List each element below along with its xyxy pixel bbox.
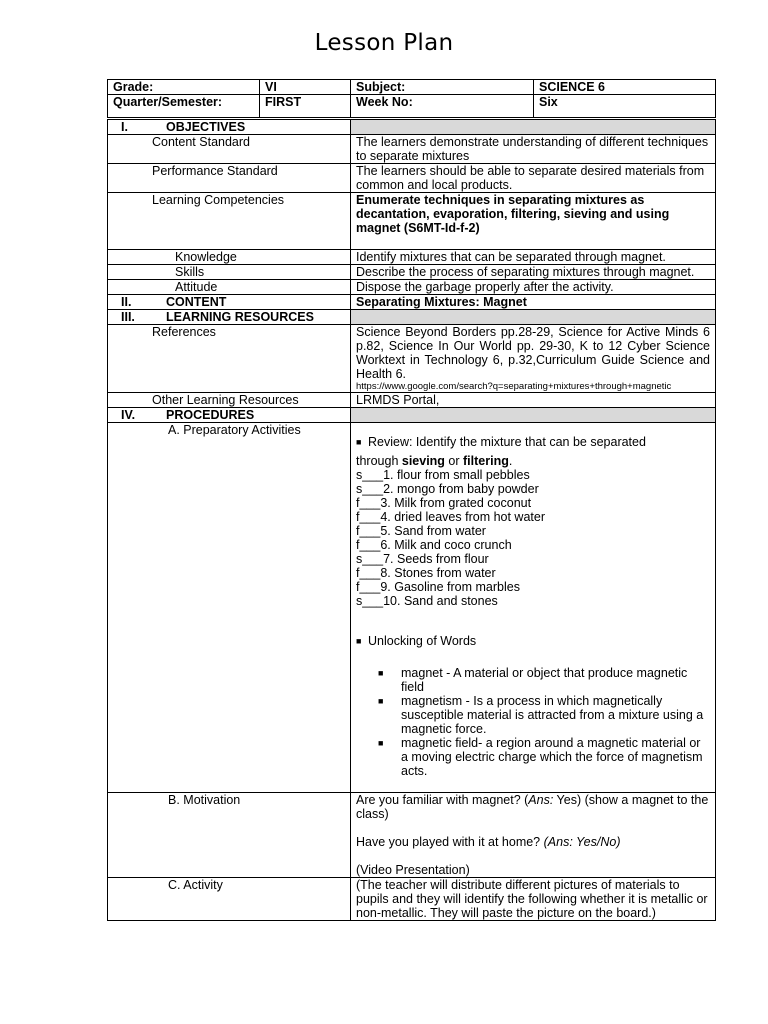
- list-item: f___8. Stones from water: [356, 566, 496, 580]
- content-standard-row: [108, 135, 716, 164]
- competencies-row: [108, 193, 716, 250]
- list-item: s___7. Seeds from flour: [356, 552, 489, 566]
- content-standard-label: Content Standard: [108, 135, 351, 164]
- list-item: ■ magnetic field- a region around a magnetic material or a moving electric charge which the force of magnetism acts.: [378, 736, 703, 778]
- lesson-plan-table: [107, 79, 716, 921]
- bullet-square-icon: ■: [356, 437, 362, 447]
- grade-row: [108, 80, 716, 95]
- preparatory-label: A. Preparatory Activities: [108, 423, 351, 793]
- performance-standard-label: Performance Standard: [108, 164, 351, 193]
- competencies-text: Enumerate techniques in separating mixtures as decantation, evaporation, filtering, sieving and using magnet (S6MT-Id-f-2): [351, 193, 716, 250]
- quarter-row: [108, 95, 716, 118]
- bullet-square-icon: ■: [378, 696, 384, 706]
- references-row: [108, 325, 716, 393]
- knowledge-label: Knowledge: [108, 250, 351, 265]
- content-text: Separating Mixtures: Magnet: [351, 295, 716, 310]
- competencies-label: Learning Competencies: [108, 193, 351, 250]
- skills-row: [108, 265, 716, 280]
- list-item: f___4. dried leaves from hot water: [356, 510, 545, 524]
- objectives-heading: I. OBJECTIVES: [108, 120, 351, 135]
- list-item: f___3. Milk from grated coconut: [356, 496, 532, 510]
- activity-row: [108, 878, 716, 921]
- procedures-heading: IV. PROCEDURES: [108, 408, 351, 423]
- other-resources-text: LRMDS Portal,: [351, 393, 716, 408]
- bullet-square-icon: ■: [378, 738, 384, 748]
- other-resources-label: Other Learning Resources: [108, 393, 351, 408]
- list-item: f___9. Gasoline from marbles: [356, 580, 520, 594]
- review-instruction: through sieving or filtering.: [356, 454, 513, 468]
- procedures-row: [108, 408, 716, 423]
- review-intro: ■ Review: Identify the mixture that can be separated: [356, 435, 646, 449]
- performance-standard-text: The learners should be able to separate desired materials from common and local products.: [351, 164, 716, 193]
- references-label: References: [108, 325, 351, 393]
- list-item: f___6. Milk and coco crunch: [356, 538, 512, 552]
- bullet-square-icon: ■: [378, 668, 384, 678]
- skills-label: Skills: [108, 265, 351, 280]
- list-item: ■ magnet - A material or object that produce magnetic field: [378, 666, 688, 694]
- activity-text: (The teacher will distribute different pictures of materials to pupils and they will identify the following whether it is metallic or non-metallic. They will paste the picture on the board.): [351, 878, 716, 921]
- knowledge-text: Identify mixtures that can be separated through magnet.: [351, 250, 716, 265]
- references-text: Science Beyond Borders pp.28-29, Science for Active Minds 6 p.82, Science In Our World pp. 29-30, K to 12 Cyber Science Worktext in Technology 6, p.32,Curriculum Guide Science and Health 6.: [356, 325, 710, 381]
- review-list: [356, 468, 710, 608]
- other-resources-row: [108, 393, 716, 408]
- content-standard-text: The learners demonstrate understanding of different techniques to separate mixtures: [351, 135, 716, 164]
- motivation-q1: Are you familiar with magnet? (Ans: Yes) (show a magnet to the class): [356, 793, 709, 821]
- resources-row: [108, 310, 716, 325]
- resources-heading: III. LEARNING RESOURCES: [108, 310, 351, 325]
- objectives-row: [108, 120, 716, 135]
- content-row: [108, 295, 716, 310]
- activity-label: C. Activity: [108, 878, 351, 921]
- unlocking-heading: ■ Unlocking of Words: [356, 634, 477, 648]
- vocab-list: [356, 666, 710, 778]
- references-url: https://www.google.com/search?q=separating+mixtures+through+magnetic: [356, 381, 672, 392]
- motivation-label: B. Motivation: [108, 793, 351, 878]
- attitude-label: Attitude: [108, 280, 351, 295]
- list-item: ■ magnetism - Is a process in which magnetically susceptible material is attracted from a mixture using a magnetic force.: [378, 694, 704, 736]
- skills-text: Describe the process of separating mixtures through magnet.: [351, 265, 716, 280]
- references-cell: [351, 325, 716, 393]
- quarter-value: FIRST: [260, 95, 351, 118]
- list-item: s___2. mongo from baby powder: [356, 482, 539, 496]
- knowledge-row: [108, 250, 716, 265]
- list-item: s___10. Sand and stones: [356, 594, 498, 608]
- page-title: Lesson Plan: [314, 30, 454, 56]
- week-value: Six: [534, 95, 716, 118]
- subject-label: Subject:: [351, 80, 534, 95]
- grade-value: VI: [260, 80, 351, 95]
- attitude-text: Dispose the garbage properly after the activity.: [351, 280, 716, 295]
- grade-label: Grade:: [108, 80, 260, 95]
- subject-value: SCIENCE 6: [534, 80, 716, 95]
- preparatory-cell: [351, 423, 716, 793]
- attitude-row: [108, 280, 716, 295]
- motivation-cell: [351, 793, 716, 878]
- bullet-square-icon: ■: [356, 636, 362, 646]
- motivation-row: [108, 793, 716, 878]
- motivation-video: (Video Presentation): [356, 863, 470, 877]
- content-heading: II. CONTENT: [108, 295, 351, 310]
- list-item: f___5. Sand from water: [356, 524, 486, 538]
- quarter-label: Quarter/Semester:: [108, 95, 260, 118]
- preparatory-row: [108, 423, 716, 793]
- motivation-q2: Have you played with it at home? (Ans: Yes/No): [356, 835, 621, 849]
- performance-standard-row: [108, 164, 716, 193]
- list-item: s___1. flour from small pebbles: [356, 468, 530, 482]
- week-label: Week No:: [351, 95, 534, 118]
